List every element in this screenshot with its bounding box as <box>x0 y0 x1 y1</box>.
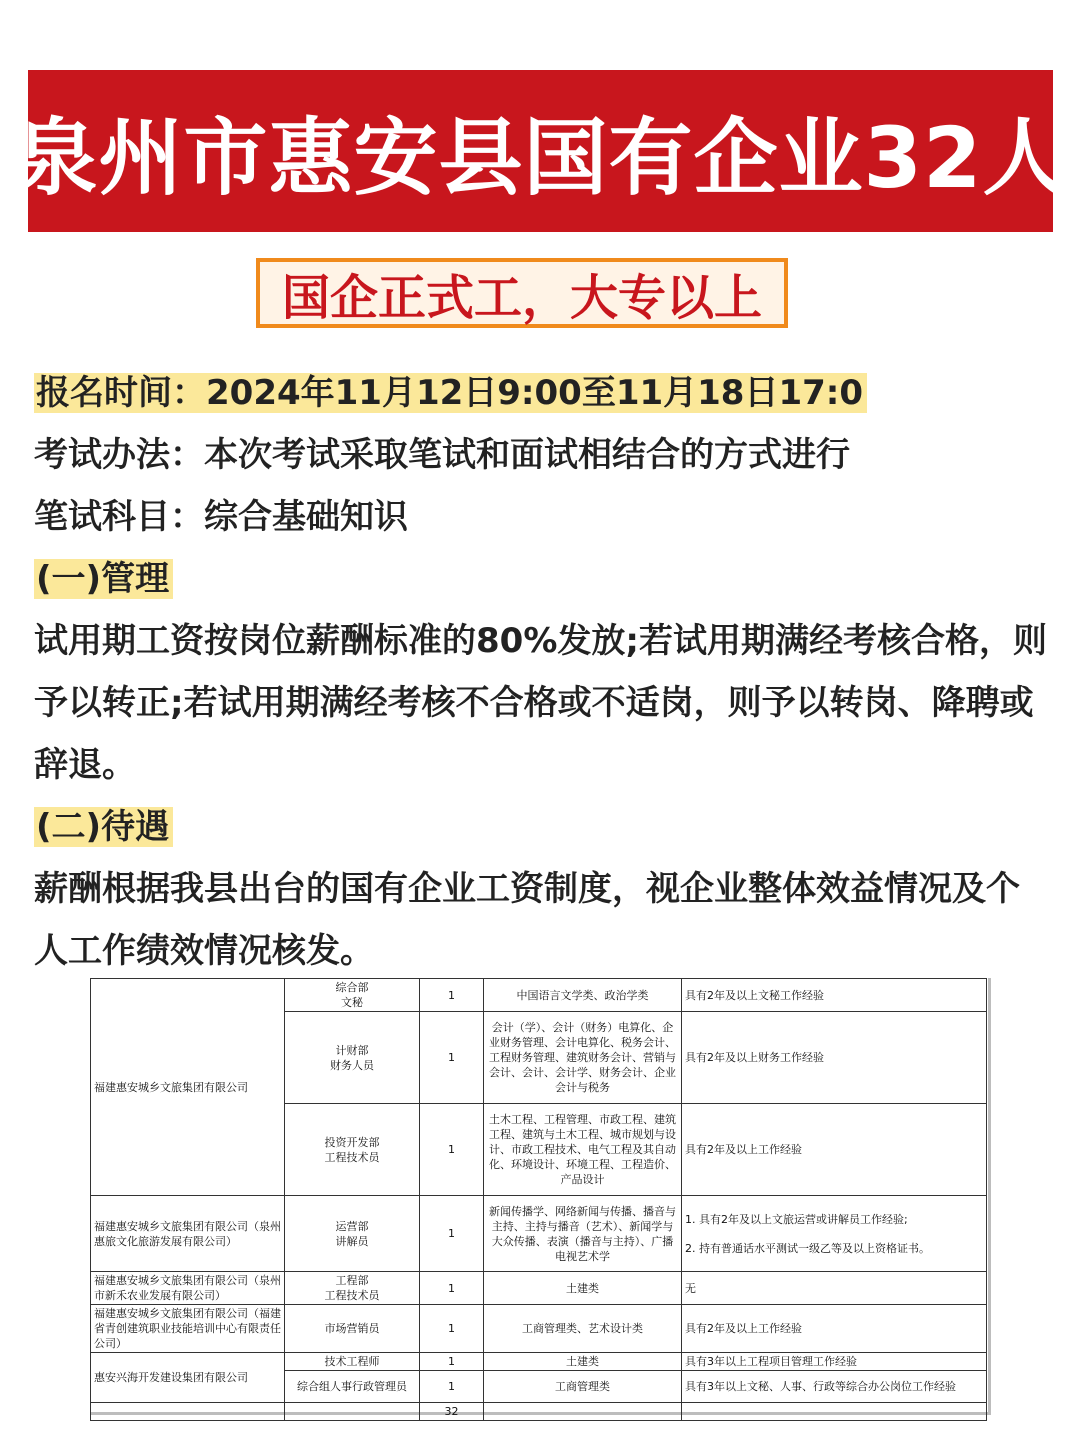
count-cell: 1 <box>420 1371 484 1403</box>
count-cell: 1 <box>420 1305 484 1353</box>
position-cell: 技术工程师 <box>285 1353 420 1371</box>
subtitle-box <box>256 258 788 328</box>
subtitle: 国企正式工，大专以上 <box>281 269 762 326</box>
table-row <box>91 1196 987 1272</box>
major-cell: 工商管理类、艺术设计类 <box>484 1305 682 1353</box>
signup-time-line: 报名时间：2024年11月12日9:00至11月18日17:0 <box>34 362 1050 424</box>
major-cell: 会计（学）、会计（财务）电算化、企业财务管理、会计电算化、税务会计、工程财务管理、建筑财务会计、营销与会计、会计、会计学、财务会计、企业会计与税务 <box>484 1012 682 1104</box>
exam-method-line: 考试办法：本次考试采取笔试和面试相结合的方式进行 <box>34 435 850 475</box>
requirement-item: 1. 具有2年及以上文旅运营或讲解员工作经验; <box>685 1212 908 1226</box>
count-cell: 1 <box>420 1196 484 1272</box>
major-cell: 工商管理类 <box>484 1371 682 1403</box>
requirement-cell: 具有3年以上工程项目管理工作经验 <box>682 1353 987 1371</box>
count-cell: 1 <box>420 1012 484 1104</box>
position-cell: 计财部 财务人员 <box>285 1012 420 1104</box>
total-count-cell: 32 <box>420 1403 484 1421</box>
total-row <box>91 1403 987 1421</box>
position-cell: 工程部 工程技术员 <box>285 1272 420 1305</box>
count-cell: 1 <box>420 1353 484 1371</box>
major-cell: 土建类 <box>484 1272 682 1305</box>
table-row <box>91 1272 987 1305</box>
company-cell: 惠安兴海开发建设集团有限公司 <box>91 1353 285 1403</box>
major-cell: 新闻传播学、网络新闻与传播、播音与主持、主持与播音（艺术）、新闻学与大众传播、表演（播音与主持）、广播电视艺术学 <box>484 1196 682 1272</box>
company-cell: 福建惠安城乡文旅集团有限公司（泉州市新禾农业发展有限公司） <box>91 1272 285 1305</box>
position-cell: 综合组人事行政管理员 <box>285 1371 420 1403</box>
position-cell: 综合部 文秘 <box>285 979 420 1012</box>
position-cell: 市场营销员 <box>285 1305 420 1353</box>
page-title: 泉州市惠安县国有企业32人 <box>13 108 1068 207</box>
title-banner <box>13 70 1068 232</box>
requirement-cell: 具有2年及以上财务工作经验 <box>682 1012 987 1104</box>
management-text: 试用期工资按岗位薪酬标准的80%发放;若试用期满经考核合格，则予以转正;若试用期满经考核不合格或不适岗，则予以转岗、降聘或辞退。 <box>34 621 1047 785</box>
content <box>34 362 1050 982</box>
pay-heading: (二)待遇 <box>34 796 1050 858</box>
positions-table <box>90 978 987 1421</box>
position-cell: 投资开发部 工程技术员 <box>285 1104 420 1196</box>
major-cell: 土木工程、工程管理、市政工程、建筑工程、建筑与土木工程、城市规划与设计、市政工程技术、电气工程及其自动化、环境设计、环境工程、工程造价、产品设计 <box>484 1104 682 1196</box>
major-cell: 土建类 <box>484 1353 682 1371</box>
positions-table-image <box>90 978 991 1418</box>
pay-text: 薪酬根据我县出台的国有企业工资制度，视企业整体效益情况及个人工作绩效情况核发。 <box>34 869 1020 971</box>
count-cell: 1 <box>420 979 484 1012</box>
company-cell: 福建惠安城乡文旅集团有限公司（泉州惠旅文化旅游发展有限公司） <box>91 1196 285 1272</box>
management-heading: (一)管理 <box>34 548 1050 610</box>
major-cell: 中国语言文学类、政治学类 <box>484 979 682 1012</box>
table-row <box>91 979 987 1012</box>
requirement-cell: 具有2年及以上工作经验 <box>682 1104 987 1196</box>
count-cell: 1 <box>420 1104 484 1196</box>
requirement-cell: 无 <box>682 1272 987 1305</box>
requirement-cell: 具有2年及以上工作经验 <box>682 1305 987 1353</box>
requirement-cell: 具有2年及以上文秘工作经验 <box>682 979 987 1012</box>
position-cell: 运营部 讲解员 <box>285 1196 420 1272</box>
requirement-cell: 具有3年以上文秘、人事、行政等综合办公岗位工作经验 <box>682 1371 987 1403</box>
requirement-cell <box>682 1196 987 1272</box>
table-row <box>91 1353 987 1371</box>
company-cell: 福建惠安城乡文旅集团有限公司 <box>91 979 285 1196</box>
requirement-item: 2. 持有普通话水平测试一级乙等及以上资格证书。 <box>685 1241 930 1255</box>
exam-subject-line: 笔试科目：综合基础知识 <box>34 497 408 537</box>
company-cell: 福建惠安城乡文旅集团有限公司（福建省青创建筑职业技能培训中心有限责任公司） <box>91 1305 285 1353</box>
table-row <box>91 1305 987 1353</box>
count-cell: 1 <box>420 1272 484 1305</box>
